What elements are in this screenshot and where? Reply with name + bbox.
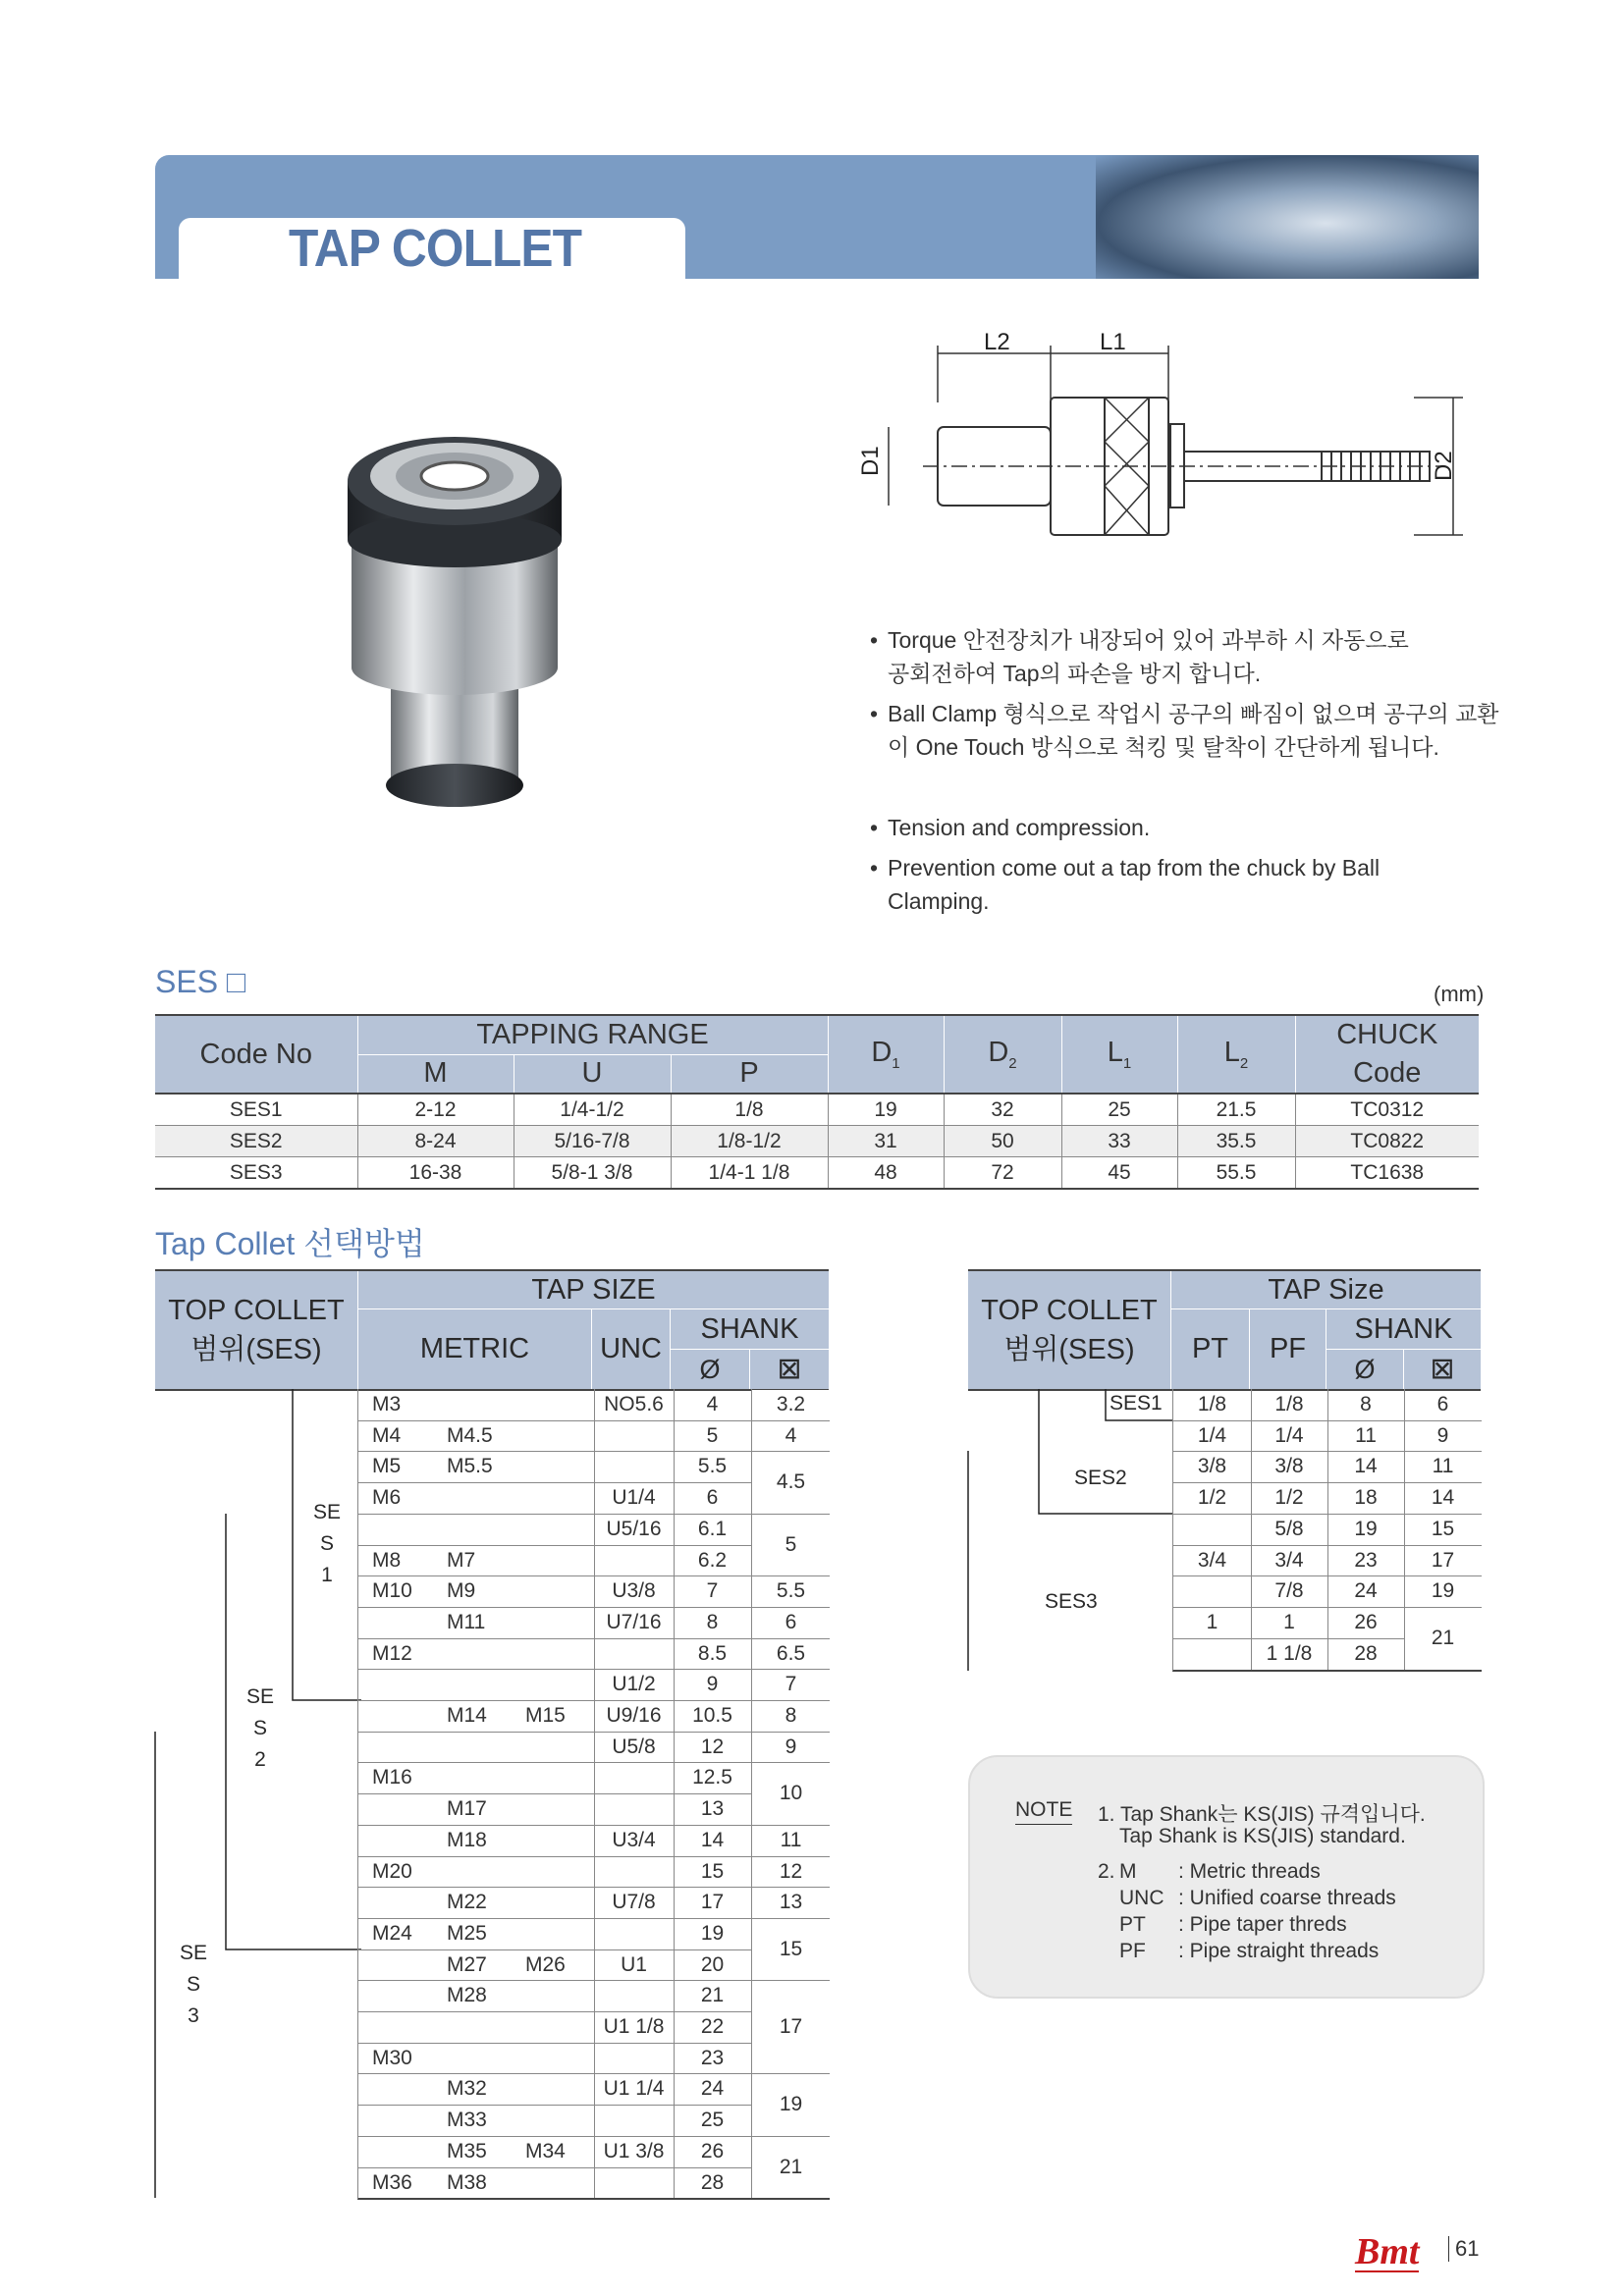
table-row: SES2 8-24 5/16-7/8 1/8-1/2 31 50 33 35.5 TC0822 (155, 1126, 1479, 1157)
table-cell (1173, 1575, 1251, 1607)
table-cell: 1/8 (1274, 1393, 1304, 1415)
table-cell (372, 1793, 447, 1825)
table-cell: 7/8 (1274, 1579, 1304, 1603)
table-cell: 25 (700, 2109, 725, 2132)
hdr-unc: UNC (600, 1333, 662, 1364)
col-chuck-code: Code (1295, 1054, 1479, 1094)
right-select-body (1172, 1389, 1482, 1672)
table-cell: 5/8 (1274, 1517, 1304, 1540)
table-cell (372, 1732, 447, 1763)
d1-label: D1 (857, 446, 884, 476)
table-cell: M27 (447, 1952, 487, 1976)
table-cell: U9/16 (606, 1704, 662, 1727)
table-cell (525, 1389, 594, 1420)
table-cell: 11 (1432, 1455, 1454, 1478)
table-cell: U1/2 (612, 1673, 656, 1696)
col-d2: $D_2$ (944, 1015, 1061, 1094)
table-cell: M8 (372, 1548, 402, 1572)
table-cell (525, 1825, 594, 1856)
table-cell: M26 (525, 1952, 566, 1976)
table-cell (447, 1732, 525, 1763)
table-cell: U3/8 (612, 1579, 656, 1603)
right-range-brackets (968, 1389, 1174, 1674)
table-cell (372, 2136, 447, 2167)
table-cell (594, 1918, 674, 1949)
shank-square-cell: 6 (752, 1608, 830, 1638)
table-cell: 24 (700, 2077, 725, 2101)
shank-square-cell: 3.2 (752, 1390, 830, 1420)
rhdr-top-collet: TOP COLLET (981, 1295, 1158, 1326)
note-label: NOTE (1015, 1798, 1072, 1825)
left-select-body (357, 1389, 830, 2200)
table-cell (594, 1545, 674, 1576)
table-row: SES1 2-12 1/4-1/2 1/8 19 32 25 21.5 TC0312 (155, 1094, 1479, 1126)
note-box: NOTE 1. Tap Shank는 KS(JIS) 규격입니다. Tap Shank is KS(JIS) standard. 2. M : Metric threads UNC : Unified coarse threads PT : Pipe taper threds PF : Pipe straight threads (968, 1755, 1485, 1999)
table-cell: M32 (447, 2077, 487, 2101)
col-chuck: CHUCK (1295, 1015, 1479, 1054)
ses1-label: SE S 1 (312, 1501, 341, 1586)
table-cell (447, 1762, 525, 1793)
table-cell (525, 1762, 594, 1793)
note-line1: 1. Tap Shank는 KS(JIS) 규격입니다. (1098, 1803, 1426, 1826)
table-cell (525, 1575, 594, 1607)
shank-square-cell: 21 (752, 2137, 830, 2198)
table-cell (372, 1607, 447, 1638)
table-cell: 28 (700, 2170, 725, 2194)
table-cell: 23 (1354, 1548, 1378, 1572)
table-cell: U1 3/8 (603, 2139, 665, 2163)
table-cell: M11 (447, 1610, 486, 1633)
table-cell (594, 1638, 674, 1670)
table-cell: 26 (1354, 1610, 1378, 1633)
table-cell: 1 1/8 (1266, 1641, 1313, 1665)
shank-square-cell: 9 (752, 1733, 830, 1763)
table-cell: M35 (447, 2139, 487, 2163)
table-cell: M24 (372, 1921, 412, 1945)
table-cell (447, 1638, 525, 1670)
rhdr-pt: PT (1191, 1333, 1229, 1364)
table-cell (594, 2167, 674, 2199)
table-cell: 13 (700, 1797, 725, 1821)
table-cell: 6.1 (697, 1517, 728, 1540)
right-ses3-label: SES3 (1045, 1590, 1098, 1613)
col-m: M (357, 1054, 514, 1094)
table-cell: 6 (1436, 1393, 1449, 1415)
table-cell: M6 (372, 1486, 402, 1510)
shank-square-cell: 12 (752, 1857, 830, 1888)
table-cell (525, 2105, 594, 2136)
table-cell (594, 1451, 674, 1482)
bullet-en-2: • Prevention come out a tap from the chuck by Ball Clamping. (870, 855, 1380, 914)
table-cell: U3/4 (612, 1828, 656, 1851)
col-d1: $D_1$ (828, 1015, 944, 1094)
table-cell: NO5.6 (604, 1393, 664, 1415)
table-cell (525, 1980, 594, 2011)
table-cell: M28 (447, 1984, 487, 2007)
table-cell: 1/8 (1197, 1393, 1227, 1415)
left-select-header (155, 1269, 829, 1391)
table-cell: 22 (700, 2015, 725, 2038)
bullet-en-1: • Tension and compression. (870, 815, 1151, 840)
dimension-drawing (857, 324, 1473, 550)
table-cell: U5/16 (606, 1517, 662, 1540)
table-cell: 3/8 (1274, 1455, 1304, 1478)
table-cell (372, 1700, 447, 1732)
table-cell: M5.5 (447, 1455, 493, 1478)
shank-square-cell: 7 (752, 1670, 830, 1700)
table-cell: 14 (700, 1828, 725, 1851)
table-cell: 14 (1354, 1455, 1378, 1478)
table-cell (525, 1420, 594, 1452)
l1-label: L1 (1100, 329, 1126, 355)
shank-square-cell: 4 (752, 1421, 830, 1452)
table-cell: M22 (447, 1891, 487, 1914)
table-cell: 1 (1283, 1610, 1295, 1633)
table-cell (525, 1856, 594, 1888)
shank-square-cell: 8 (752, 1701, 830, 1732)
table-cell (525, 1482, 594, 1514)
table-cell: M33 (447, 2109, 487, 2132)
table-cell (372, 2011, 447, 2043)
table-cell: M30 (372, 2046, 412, 2069)
table-cell: U7/8 (612, 1891, 656, 1914)
shank-square-cell: 21 (1431, 1626, 1455, 1649)
table-cell (372, 2105, 447, 2136)
select-section-title: Tap Collet 선택방법 (155, 1226, 425, 1261)
table-cell: M9 (447, 1579, 476, 1603)
table-cell (447, 1856, 525, 1888)
table-cell (525, 1887, 594, 1918)
table-cell: M3 (372, 1393, 402, 1415)
table-cell: 18 (1354, 1486, 1378, 1510)
col-l1: $L_1$ (1061, 1015, 1177, 1094)
rhdr-square: ⊠ (1430, 1353, 1455, 1385)
table-cell: M17 (447, 1797, 487, 1821)
table-cell: 23 (700, 2046, 725, 2069)
table-cell (525, 1514, 594, 1545)
table-cell: U1 (621, 1952, 647, 1976)
hdr-dia: Ø (699, 1355, 721, 1384)
table-cell: 1/2 (1274, 1486, 1304, 1510)
table-cell: M5 (372, 1455, 402, 1478)
table-cell (525, 2011, 594, 2043)
table-cell: 28 (1354, 1641, 1378, 1665)
d2-label: D2 (1431, 451, 1457, 481)
table-cell: M20 (372, 1859, 412, 1883)
table-cell (1173, 1514, 1251, 1545)
table-cell (594, 2105, 674, 2136)
unit-label: (mm) (1434, 982, 1485, 1006)
table-cell (447, 1482, 525, 1514)
tap-collet-photo (334, 422, 609, 815)
table-cell: M10 (372, 1579, 412, 1603)
shank-square-cell: 4.5 (752, 1452, 830, 1513)
table-cell: M34 (525, 2139, 566, 2163)
table-cell (447, 2011, 525, 2043)
table-cell: 1/2 (1197, 1486, 1227, 1510)
table-cell: 4 (706, 1393, 719, 1415)
hdr-metric: METRIC (419, 1333, 530, 1364)
table-cell (525, 1545, 594, 1576)
shank-square-cell: 17 (752, 1981, 830, 2073)
table-cell: 24 (1354, 1579, 1378, 1603)
table-cell: 1/4 (1274, 1423, 1304, 1447)
col-u: U (514, 1054, 671, 1094)
table-cell: 14 (1431, 1486, 1455, 1510)
table-cell (594, 1762, 674, 1793)
table-cell: 9 (1436, 1423, 1449, 1447)
table-cell: 6 (706, 1486, 719, 1510)
table-cell: 5.5 (697, 1455, 728, 1478)
table-cell: 9 (706, 1673, 719, 1696)
table-cell: M16 (372, 1766, 412, 1789)
col-code: Code No (155, 1015, 357, 1094)
table-cell: 3/4 (1274, 1548, 1304, 1572)
table-cell (525, 2043, 594, 2074)
table-cell (525, 2167, 594, 2199)
table-cell (447, 1514, 525, 1545)
table-cell: 19 (1431, 1579, 1455, 1603)
table-cell (525, 1638, 594, 1670)
table-cell: M25 (447, 1921, 487, 1945)
table-cell: M15 (525, 1704, 566, 1727)
table-cell (594, 1793, 674, 1825)
shank-square-cell: 13 (752, 1888, 830, 1918)
table-cell: 15 (700, 1859, 725, 1883)
table-cell: 8 (706, 1610, 719, 1633)
col-p: P (671, 1054, 828, 1094)
table-cell: M36 (372, 2170, 412, 2194)
table-cell: 7 (706, 1579, 719, 1603)
table-cell (525, 1732, 594, 1763)
shank-square-cell: 15 (752, 1919, 830, 1980)
shank-square-cell: 19 (752, 2074, 830, 2135)
table-cell (525, 1793, 594, 1825)
table-cell (594, 1980, 674, 2011)
right-ses1-label: SES1 (1110, 1392, 1163, 1415)
shank-square-cell: 11 (752, 1826, 830, 1856)
table-cell (594, 1420, 674, 1452)
table-cell: M12 (372, 1641, 412, 1665)
brand-logo: Bmt (1355, 2231, 1420, 2272)
table-cell (447, 1389, 525, 1420)
shank-square-cell: 10 (752, 1763, 830, 1824)
table-cell (372, 1980, 447, 2011)
page-title: TAP COLLET (289, 219, 582, 278)
rhdr-range-ses: 범위(SES) (1003, 1334, 1135, 1365)
hdr-top-collet: TOP COLLET (168, 1295, 345, 1326)
note-line1b: Tap Shank is KS(JIS) standard. (1119, 1825, 1406, 1847)
table-cell (372, 2073, 447, 2105)
table-cell: M18 (447, 1828, 487, 1851)
note-line2-num: 2. (1098, 1860, 1115, 1883)
table-cell (525, 1451, 594, 1482)
right-select-header (968, 1269, 1481, 1391)
spec-table (155, 1014, 1479, 1190)
table-cell: U7/16 (606, 1610, 662, 1633)
table-cell: M4 (372, 1423, 402, 1447)
col-range: TAPPING RANGE (357, 1015, 828, 1054)
table-cell: 5 (706, 1423, 719, 1447)
shank-square-cell: 5 (752, 1515, 830, 1575)
table-cell (525, 1607, 594, 1638)
hdr-tap-size: TAP SIZE (531, 1274, 656, 1306)
hdr-square: ⊠ (777, 1353, 802, 1385)
spec-section-title: SES □ (155, 964, 246, 999)
table-cell: 19 (1354, 1517, 1378, 1540)
table-cell: 15 (1431, 1517, 1455, 1540)
table-cell (594, 2043, 674, 2074)
table-cell: 12 (700, 1735, 725, 1758)
table-cell (372, 1514, 447, 1545)
table-cell: 12.5 (692, 1766, 732, 1789)
l2-label: L2 (984, 329, 1010, 355)
rhdr-dia: Ø (1354, 1355, 1376, 1384)
hdr-range-ses: 범위(SES) (190, 1334, 322, 1365)
table-cell (447, 2043, 525, 2074)
table-cell: 8 (1360, 1393, 1372, 1415)
table-cell: U1 1/4 (603, 2077, 665, 2101)
table-cell (525, 1669, 594, 1700)
table-cell (372, 1949, 447, 1981)
table-cell: 17 (1431, 1548, 1455, 1572)
table-cell (525, 1918, 594, 1949)
bullet-ko-1: • Torque 안전장치가 내장되어 있어 과부하 시 자동으로 공회전하여 Tap의 파손을 방지 합니다. (870, 627, 1409, 686)
ses3-label: SE S 3 (179, 1942, 207, 2027)
ses2-label: SE S 2 (245, 1685, 274, 1771)
banner-photo (1096, 155, 1479, 279)
col-l2: $L_2$ (1177, 1015, 1295, 1094)
table-cell (372, 1887, 447, 1918)
rhdr-tap-size: TAP Size (1268, 1274, 1384, 1306)
table-cell: 20 (700, 1952, 725, 1976)
bullet-ko-2: • Ball Clamp 형식으로 작업시 공구의 빠짐이 없으며 공구의 교환 이 One Touch 방식으로 척킹 및 탈착이 간단하게 됩니다. (870, 701, 1499, 760)
table-cell: 6.2 (697, 1548, 728, 1572)
table-cell: 3/4 (1197, 1548, 1227, 1572)
table-cell: M14 (447, 1704, 487, 1727)
shank-square-cell: 6.5 (752, 1639, 830, 1670)
right-ses2-label: SES2 (1074, 1467, 1127, 1489)
table-cell: 8.5 (697, 1641, 728, 1665)
table-cell (372, 1825, 447, 1856)
table-cell: M7 (447, 1548, 476, 1572)
table-cell: M38 (447, 2170, 487, 2194)
table-cell (372, 1669, 447, 1700)
table-cell: 11 (1355, 1423, 1377, 1447)
table-cell: M4.5 (447, 1423, 493, 1447)
table-cell: 26 (700, 2139, 725, 2163)
table-cell: U5/8 (612, 1735, 656, 1758)
table-cell (447, 1669, 525, 1700)
table-cell: 1 (1206, 1610, 1218, 1633)
table-cell: U1/4 (612, 1486, 656, 1510)
hdr-shank: SHANK (700, 1313, 799, 1345)
rhdr-shank: SHANK (1354, 1313, 1453, 1345)
table-cell: 17 (700, 1891, 725, 1914)
table-cell: 21 (700, 1984, 725, 2007)
table-cell: U1 1/8 (603, 2015, 665, 2038)
table-cell: 10.5 (692, 1704, 732, 1727)
table-cell (525, 2073, 594, 2105)
table-cell (594, 1856, 674, 1888)
table-cell: 1/4 (1197, 1423, 1227, 1447)
shank-square-cell: 5.5 (752, 1576, 830, 1607)
table-row: SES3 16-38 5/8-1 3/8 1/4-1 1/8 48 72 45 55.5 TC1638 (155, 1157, 1479, 1190)
rhdr-pf: PF (1269, 1333, 1307, 1364)
table-cell: 3/8 (1197, 1455, 1227, 1478)
table-cell (1173, 1638, 1251, 1670)
page-number: 61 (1448, 2236, 1479, 2262)
table-cell: 19 (700, 1921, 725, 1945)
